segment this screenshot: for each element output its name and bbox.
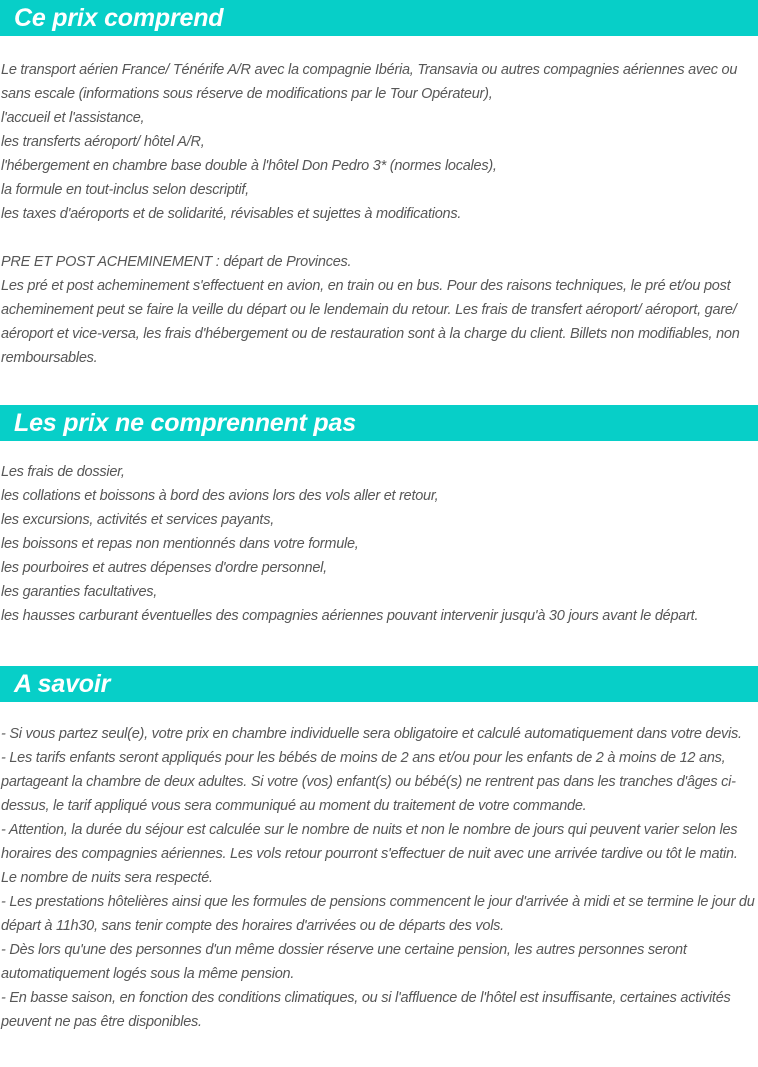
paragraph: - Dès lors qu'une des personnes d'un même dossier réserve une certaine pension, les autres personnes seront automatiquement logés sous la même pension. [1,942,687,982]
section-les-prix-ne-comprennent-pas [0,405,758,628]
bottom-spacer [0,1034,758,1050]
paragraph-pre-post-title: PRE ET POST ACHEMINEMENT : départ de Provinces. [1,254,352,270]
paragraph: - Les prestations hôtelières ainsi que les formules de pensions commencent le jour d'arrivée à midi et se termine le jour du départ à 11h30, sans tenir compte des horaires d'arrivées ou de départs des vols. [1,894,755,934]
section-header-ce-prix-comprend: Ce prix comprend [0,0,758,36]
paragraph: l'accueil et l'assistance, [1,110,145,126]
paragraph: Les frais de dossier, [1,464,125,480]
spacer [0,36,758,58]
section-body-les-prix-ne-comprennent-pas [0,460,758,628]
paragraph: Le transport aérien France/ Ténérife A/R avec la compagnie Ibéria, Transavia ou autres compagnies aériennes avec ou sans escale (informations sous réserve de modifications par le Tour Opérateur), [1,62,738,102]
section-header-les-prix-ne-comprennent-pas: Les prix ne comprennent pas [0,405,758,441]
paragraph: les taxes d'aéroports et de solidarité, révisables et sujettes à modifications. [1,206,462,222]
paragraph: les pourboires et autres dépenses d'ordre personnel, [1,560,327,576]
paragraph: - En basse saison, en fonction des conditions climatiques, ou si l'affluence de l'hôtel est insuffisante, certaines activités peuvent ne pas être disponibles. [1,990,731,1030]
section-header-a-savoir: A savoir [0,666,758,702]
paragraph: - Attention, la durée du séjour est calculée sur le nombre de nuits et non le nombre de jours qui peuvent varier selon les horaires des compagnies aériennes. Les vols retour pourront s'effectuer de nuit avec une arrivée tardive ou tôt le matin. Le nombre de nuits sera respecté. [1,822,738,886]
section-ce-prix-comprend [0,0,758,370]
paragraph: - Les tarifs enfants seront appliqués pour les bébés de moins de 2 ans et/ou pour les enfants de 2 à moins de 12 ans, partageant la chambre de deux adultes. Si votre (vos) enfant(s) ou bébé(s) ne rentrent pas dans les tranches d'âges ci-dessus, le tarif appliqué vous sera communiqué au moment du traitement de votre commande. [1,750,736,814]
paragraph-spacer [1,226,756,250]
paragraph: les garanties facultatives, [1,584,158,600]
section-a-savoir [0,666,758,1034]
section-spacer [0,370,758,405]
paragraph: les excursions, activités et services payants, [1,512,274,528]
paragraph: la formule en tout-inclus selon descriptif, [1,182,249,198]
section-body-a-savoir [0,722,758,1034]
section-spacer [0,628,758,666]
paragraph: les boissons et repas non mentionnés dans votre formule, [1,536,359,552]
paragraph: les hausses carburant éventuelles des compagnies aériennes pouvant intervenir jusqu'à 30 jours avant le départ. [1,608,699,624]
paragraph: les collations et boissons à bord des avions lors des vols aller et retour, [1,488,439,504]
paragraph-pre-post-body: Les pré et post acheminement s'effectuent en avion, en train ou en bus. Pour des raisons techniques, le pré et/ou post acheminement peut se faire la veille du départ ou le lendemain du retour. Les frais de transfert aéroport/ aéroport, gare/ aéroport et vice-versa, les frais d'hébergement ou de restauration sont à la charge du client. Billets non modifiables, non remboursables. [1,278,740,366]
spacer [0,441,758,460]
spacer [0,702,758,722]
section-body-ce-prix-comprend [0,58,758,370]
paragraph: - Si vous partez seul(e), votre prix en chambre individuelle sera obligatoire et calculé automatiquement dans votre devis. [1,726,742,742]
paragraph: l'hébergement en chambre base double à l'hôtel Don Pedro 3* (normes locales), [1,158,497,174]
paragraph: les transferts aéroport/ hôtel A/R, [1,134,205,150]
